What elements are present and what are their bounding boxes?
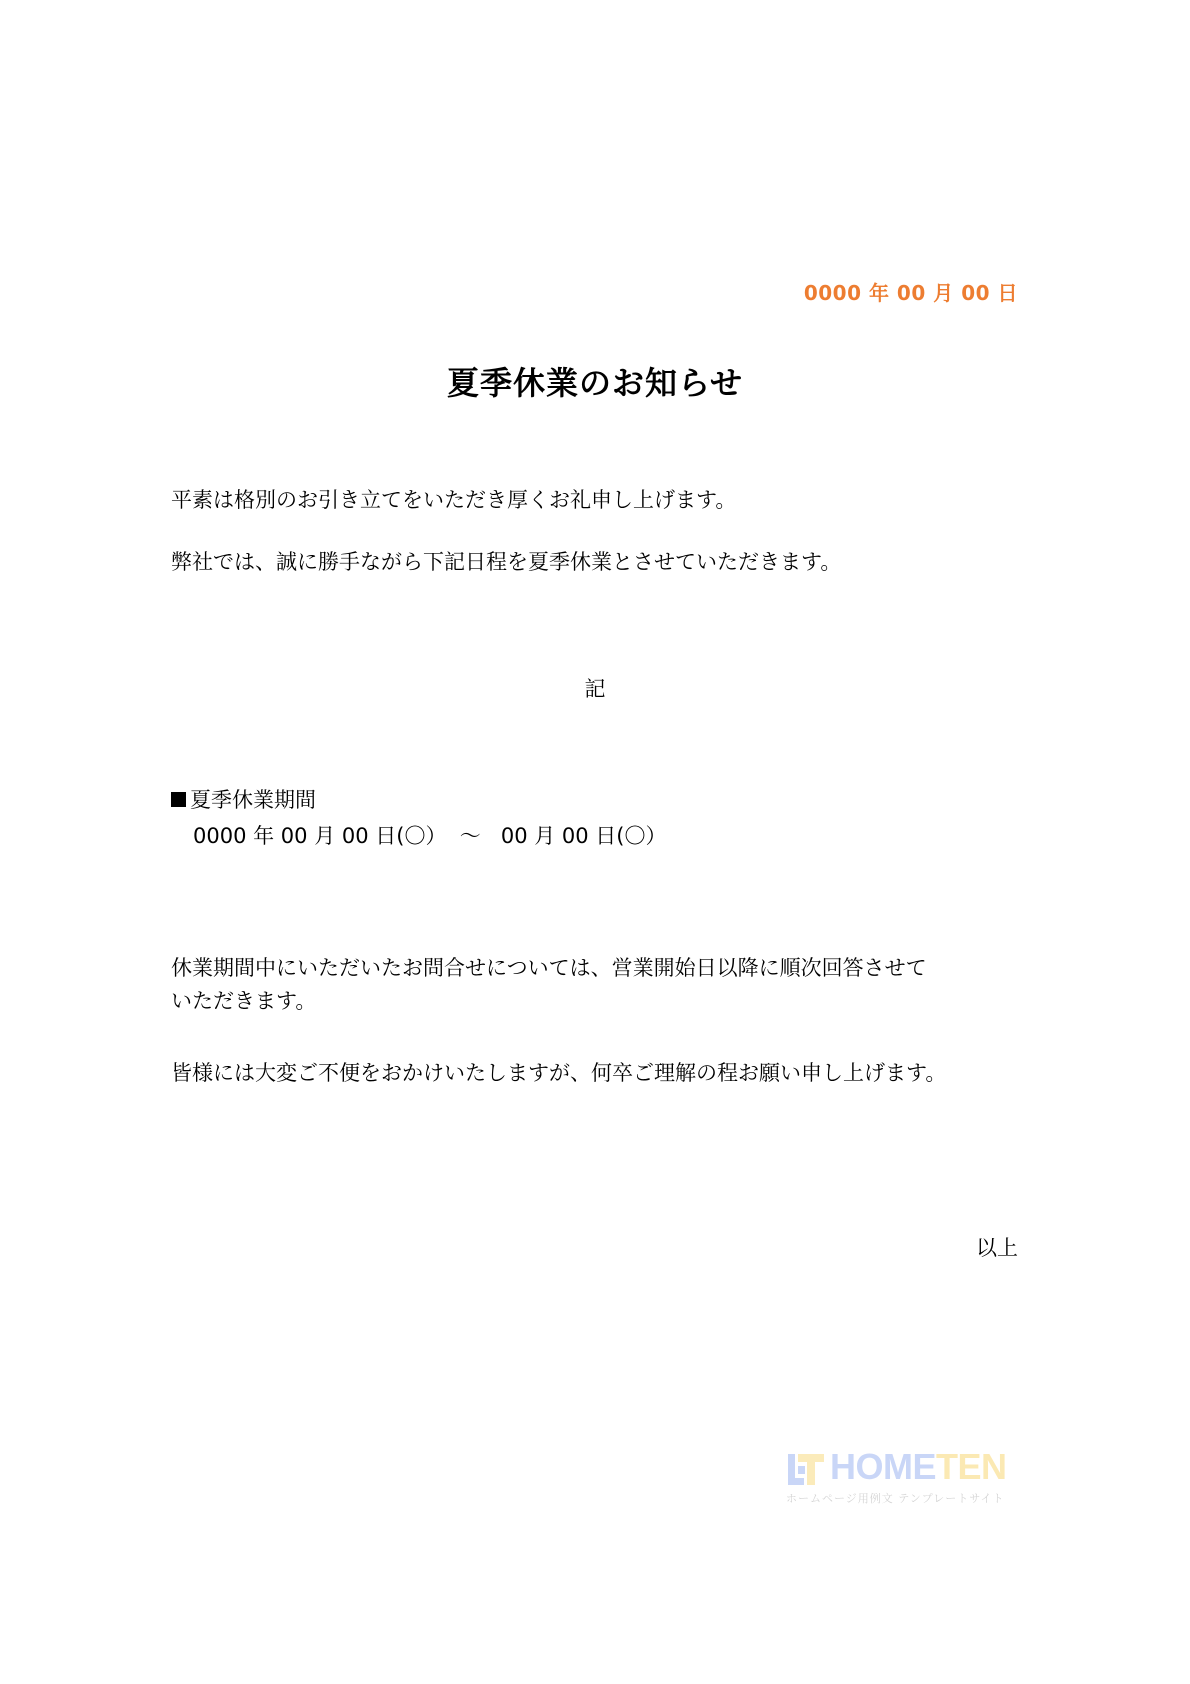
hometen-watermark-logo <box>786 1446 1016 1510</box>
closing-text: 以上 <box>976 1236 1018 1260</box>
greeting-paragraph: 平素は格別のお引き立てをいただき厚くお礼申し上げます。 <box>171 488 737 512</box>
inquiry-line-2: いただきます。 <box>171 989 317 1013</box>
announcement-paragraph: 弊社では、誠に勝手ながら下記日程を夏季休業とさせていただきます。 <box>171 550 842 574</box>
apology-paragraph: 皆様には大変ご不便をおかけいたしますが、何卒ご理解の程お願い申し上げます。 <box>171 1061 947 1085</box>
inquiry-line-1: 休業期間中にいただいたお問合せについては、営業開始日以降に順次回答させて <box>171 956 927 980</box>
ki-heading: 記 <box>584 677 606 701</box>
holiday-period: 0000 年 00 月 00 日(〇） 〜 00 月 00 日(〇） <box>193 824 667 848</box>
inquiry-paragraph <box>171 952 927 1018</box>
hometen-logo-icon <box>786 1452 826 1486</box>
logo-ten-text: TEN <box>936 1446 1007 1487</box>
logo-wordmark <box>830 1446 1007 1488</box>
document-title: 夏季休業のお知らせ <box>446 364 744 402</box>
document-date: 0000 年 00 月 00 日 <box>803 281 1018 305</box>
square-bullet-icon <box>171 792 186 807</box>
section-heading-label: 夏季休業期間 <box>190 788 316 812</box>
section-heading <box>171 784 316 814</box>
logo-subtitle: ホームページ用例文 テンプレートサイト <box>786 1492 1005 1505</box>
logo-home-text: HOME <box>830 1446 936 1487</box>
